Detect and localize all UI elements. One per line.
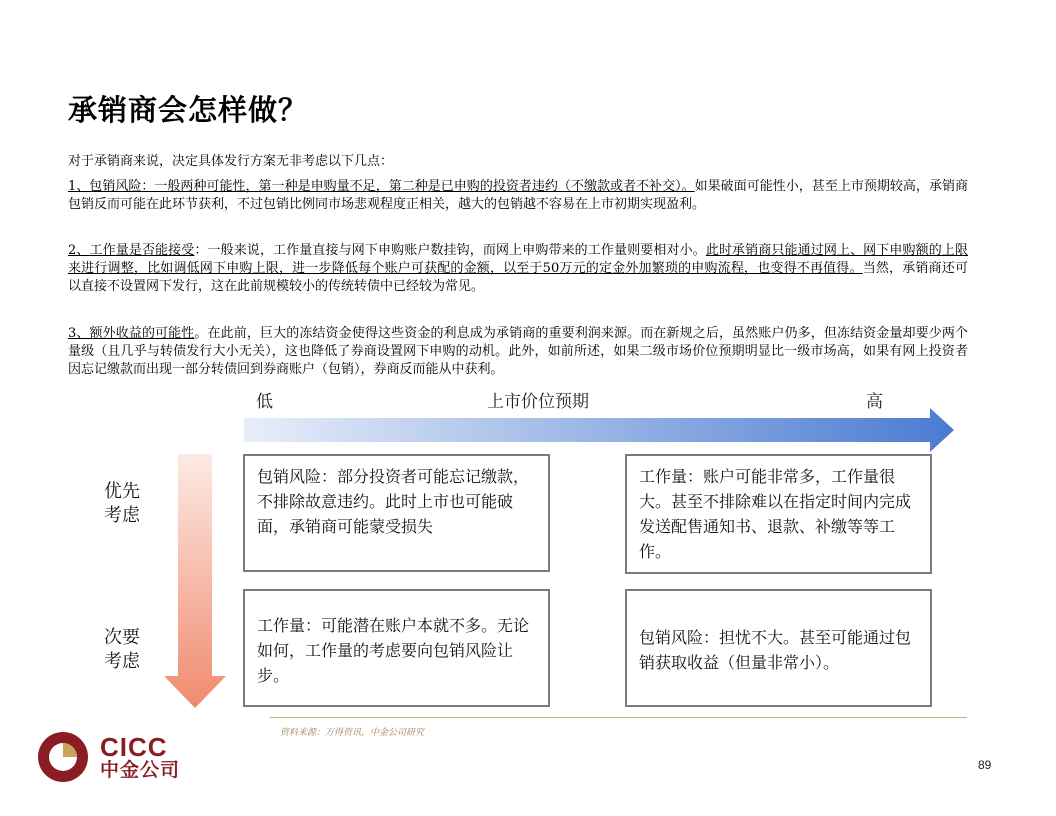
axis-high-label: 高 xyxy=(866,392,883,412)
horizontal-arrow xyxy=(244,408,956,452)
point-3 xyxy=(68,325,968,379)
box-top-left-text: 包销风险：部分投资者可能忘记缴款，不排除故意违约。此时上市也可能破面，承销商可能蒙受损失 xyxy=(257,467,530,536)
axis-low-label: 低 xyxy=(256,392,273,412)
page-number: 89 xyxy=(978,758,992,772)
point-1-underlined: 1、包销风险：一般两种可能性，第一种是申购量不足，第二种是已申购的投资者违约（不缴款或者不补交）。 xyxy=(68,179,695,194)
priority-low-label: 次要 考虑 xyxy=(104,627,140,672)
box-bottom-right-text: 包销风险：担忧不大。甚至可能通过包销获取收益（但量非常小）。 xyxy=(639,628,912,672)
point-1-text: 如果破面可能性小，甚至上市预期较高，承销商包销反而可能在此环节获利，不过包销比例同市场悲观程度正相关，越大的包销越不容易在上市初期实现盈利。 xyxy=(68,179,968,212)
cicc-logo-icon xyxy=(36,730,92,784)
box-bottom-left-text: 工作量：可能潜在账户本就不多。无论如何，工作量的考虑要向包销风险让步。 xyxy=(257,616,530,685)
logo-wordmark xyxy=(100,734,180,782)
point-2 xyxy=(68,242,968,296)
point-2-underlined: 此时承销商只能通过网上、网下申购额的上限来进行调整，比如调低网下申购上限，进一步降低每个账户可获配的金额，以至于50万元的定金外加繁琐的申购流程，也变得不再值得。 xyxy=(68,243,968,276)
box-top-right xyxy=(625,454,932,574)
box-bottom-left xyxy=(243,589,550,707)
vertical-arrow xyxy=(162,454,228,710)
page-title: 承销商会怎样做？ xyxy=(68,93,309,127)
point-2-heading: 2、工作量是否能接受 xyxy=(68,243,195,258)
logo-cn: 中金公司 xyxy=(100,760,181,781)
point-1 xyxy=(68,178,968,214)
point-2-text-a: ：一般来说，工作量直接与网下申购账户数挂钩，而网上申购带来的工作量则要相对小。 xyxy=(194,243,706,258)
box-top-left xyxy=(243,454,550,572)
point-2-text-b: 当然，承销商还可以直接不设置网下发行，这在此前规模较小的传统转债中已经较为常见。 xyxy=(68,261,968,294)
footer-rule xyxy=(270,717,967,718)
point-3-heading: 3、额外收益的可能性 xyxy=(68,326,195,341)
priority-high-label: 优先 考虑 xyxy=(104,481,140,526)
box-bottom-right xyxy=(625,589,932,707)
point-3-text: 。在此前，巨大的冻结资金使得这些资金的利息成为承销商的重要利润来源。而在新规之后，虽然账户仍多，但冻结资金量却要少两个量级（且几乎与转债发行大小无关），这也降低了券商设置网下申购的动机。此外，如前所述，如果二级市场价位预期明显比一级市场高，如果有网上投资者因忘记缴款而出现一部分转债回到券商账户（包销），券商反而能从中获利。 xyxy=(68,326,968,377)
axis-title-label: 上市价位预期 xyxy=(487,392,589,412)
logo-en: CICC xyxy=(100,732,168,762)
box-top-right-text: 工作量：账户可能非常多，工作量很大。甚至不排除难以在指定时间内完成发送配售通知书、退款、补缴等等工作。 xyxy=(639,467,912,561)
source-note: 资料来源：万得资讯，中金公司研究 xyxy=(280,728,425,738)
intro-text: 对于承销商来说，决定具体发行方案无非考虑以下几点： xyxy=(68,154,394,169)
